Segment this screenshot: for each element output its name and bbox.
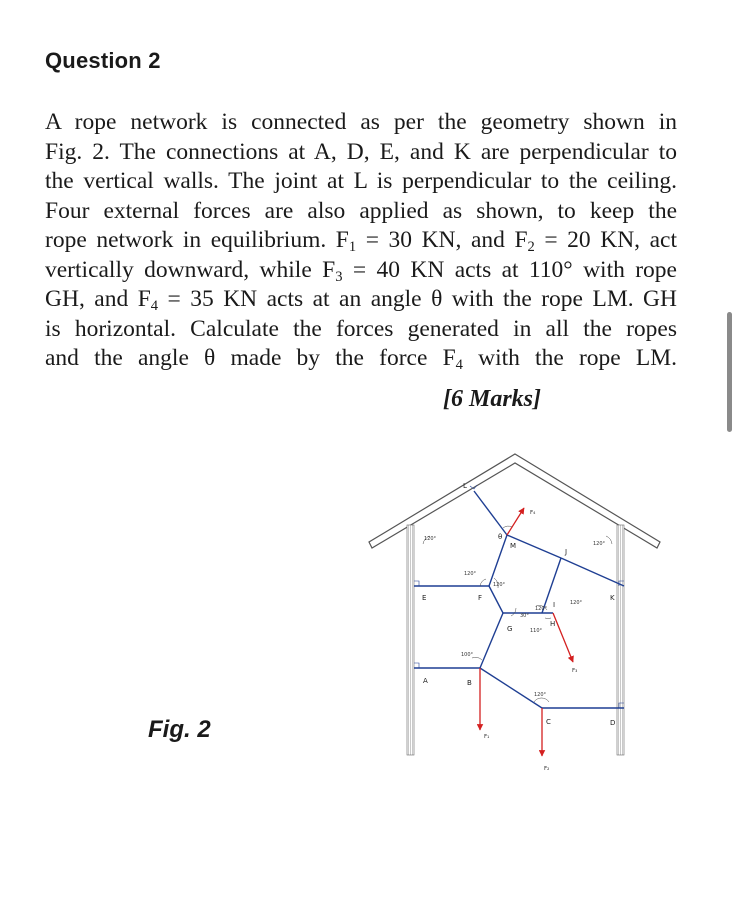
point-label-f: F: [478, 594, 483, 602]
angle-label: 120°: [534, 692, 547, 698]
figure-caption: Fig. 2: [148, 716, 211, 743]
problem-line: the vertical walls. The joint at L is perpendicular to the ceiling.: [45, 168, 677, 194]
angle-label: 120°: [593, 541, 606, 547]
point-label-c: C: [546, 718, 551, 726]
force-label-f1: F₁: [484, 734, 490, 740]
angle-label: 120°: [464, 571, 477, 577]
rope-network-figure: [360, 450, 670, 780]
point-label-g: G: [507, 625, 513, 633]
scrollbar-thumb[interactable]: [727, 312, 732, 432]
force-label-f4: F₄: [530, 510, 536, 516]
problem-line: rope network in equilibrium. $F_1 = 30$ KN, and $F_2 = 20$ KN, act: [45, 227, 677, 256]
right-wall: [617, 525, 624, 755]
angle-label: 120°: [570, 600, 583, 606]
rope-bc: [480, 668, 542, 708]
force-f4-arrow: [507, 508, 524, 535]
problem-statement: [45, 108, 677, 374]
point-label-i: I: [553, 601, 556, 609]
external-forces: [480, 508, 573, 756]
rope-jk: [561, 558, 624, 586]
theta-label: θ: [498, 533, 503, 541]
angle-label: 120°: [535, 606, 548, 612]
rope-gb: [480, 613, 503, 668]
point-label-d: D: [610, 719, 616, 727]
point-label-j: J: [565, 548, 568, 556]
angle-label: 120°: [424, 536, 437, 542]
point-label-m: M: [510, 542, 517, 550]
angle-label: 100°: [461, 652, 474, 658]
point-label-k: K: [610, 594, 615, 602]
point-label-e: E: [422, 594, 427, 602]
angle-label: 110°: [530, 628, 543, 634]
problem-line: Four external forces are also applied as shown, to keep the: [45, 197, 677, 224]
rope-fg: [489, 586, 503, 613]
force-label-f3: F₃: [572, 668, 578, 674]
point-label-l: L: [463, 482, 467, 490]
point-label-a: A: [423, 677, 428, 685]
point-label-b: B: [467, 679, 472, 687]
angle-label: 30°: [520, 613, 529, 619]
problem-line: Fig. 2. The connections at A, D, E, and K are perpendicular to: [45, 138, 677, 165]
question-heading: Question 2: [45, 48, 161, 73]
point-label-h: H: [550, 620, 556, 628]
perpendicular-markers: [414, 485, 624, 708]
problem-line: is horizontal. Calculate the forces generated in all the ropes: [45, 315, 677, 342]
rope-lm: [474, 491, 507, 535]
rope-mf: [489, 535, 507, 586]
left-wall: [407, 525, 414, 755]
angle-label: 120°: [493, 582, 506, 588]
rope-network: [414, 491, 624, 708]
marks-label: [6 Marks]: [443, 386, 542, 412]
force-f3-arrow: [553, 613, 573, 662]
problem-line: A rope network is connected as per the geometry shown in: [45, 109, 677, 135]
problem-line: vertically downward, while $F_3 = 40$ KN acts at 110° with rope: [45, 256, 677, 285]
force-label-f2: F₂: [544, 766, 550, 772]
rope-ji: [542, 558, 561, 613]
problem-line: and the angle θ made by the force $F_4$ with the rope LM.: [45, 345, 677, 374]
angle-arcs: [423, 526, 612, 702]
problem-line: GH, and $F_4 = 35$ KN acts at an angle θ with the rope LM. GH: [45, 286, 677, 315]
